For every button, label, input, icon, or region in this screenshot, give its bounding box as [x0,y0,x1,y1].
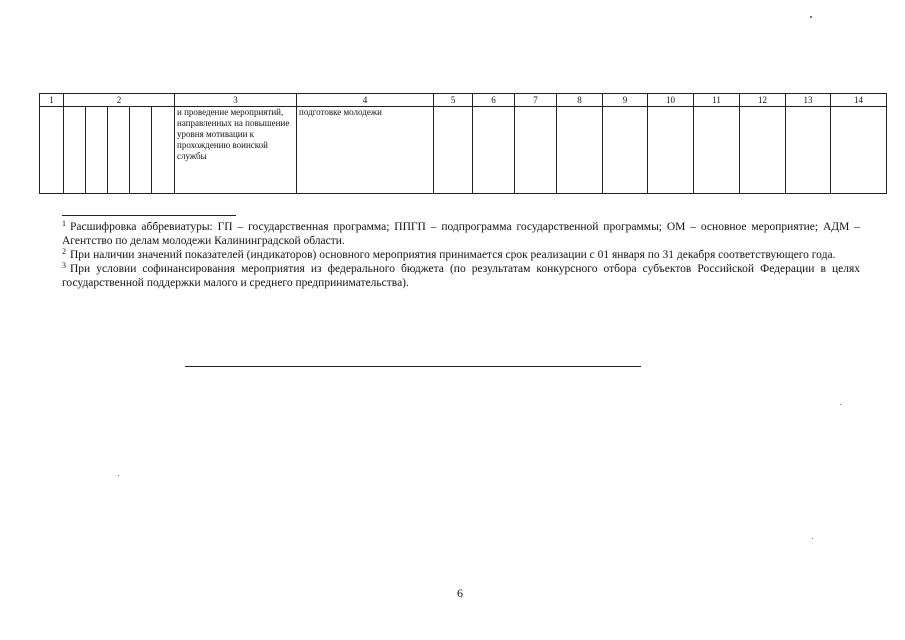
table-cell [740,107,786,194]
footnote-mark: 2 [62,247,66,256]
header-cell-10: 10 [648,94,694,107]
header-cell-8: 8 [557,94,603,107]
event-description-cell: и проведение мероприятий, направленных на повышение уровня мотивации к прохождению воинской службы [175,107,297,194]
header-cell-2: 2 [64,94,175,107]
table-cell [108,107,130,194]
table-cell [434,107,473,194]
footnote-separator [62,215,236,216]
footnote [62,262,860,290]
table-cell [603,107,648,194]
table-cell [557,107,603,194]
header-cell-7: 7 [515,94,557,107]
header-cell-6: 6 [473,94,515,107]
scan-speck [810,16,812,18]
header-cell-4: 4 [297,94,434,107]
footnote-text: При условии софинансирования мероприятия из федерального бюджета (по результатам конкурсного отбора субъектов Российской Федерации в целях государственной поддержки малого и среднего предпринимательства). [62,263,860,289]
header-cell-1: 1 [40,94,64,107]
table-cell [40,107,64,194]
table-cell [648,107,694,194]
header-cell-14: 14 [831,94,887,107]
table-row [40,107,887,194]
table-cell [64,107,86,194]
footnote-mark: 1 [62,219,66,228]
footnotes [62,220,860,290]
table-cell [694,107,740,194]
purpose-cell: подготовке молодежи [297,107,434,194]
header-cell-13: 13 [786,94,831,107]
scan-speck [840,404,841,405]
header-cell-11: 11 [694,94,740,107]
table-header-row [40,94,887,107]
table-cell [786,107,831,194]
header-cell-3: 3 [175,94,297,107]
page-number: 6 [457,586,463,600]
footnote-mark: 3 [62,261,66,270]
table-cell [831,107,887,194]
data-table [39,93,887,194]
table-cell [86,107,108,194]
header-cell-5: 5 [434,94,473,107]
scan-speck [118,475,119,476]
header-cell-12: 12 [740,94,786,107]
table-cell [473,107,515,194]
scan-speck [812,538,813,539]
table-cell [152,107,175,194]
header-cell-9: 9 [603,94,648,107]
footnote [62,220,860,248]
footnote [62,248,860,262]
footnote-text: Расшифровка аббревиатуры: ГП – государственная программа; ППГП – подпрограмма государственной программы; ОМ – основное мероприятие; АДМ – Агентство по делам молодежи Калининградской области. [62,221,860,247]
table-cell [515,107,557,194]
table-cell [130,107,152,194]
footnote-text: При наличии значений показателей (индикаторов) основного мероприятия принимается срок реализации с 01 января по 31 декабря соответствующего года. [70,249,836,261]
end-of-document-rule [185,366,641,367]
